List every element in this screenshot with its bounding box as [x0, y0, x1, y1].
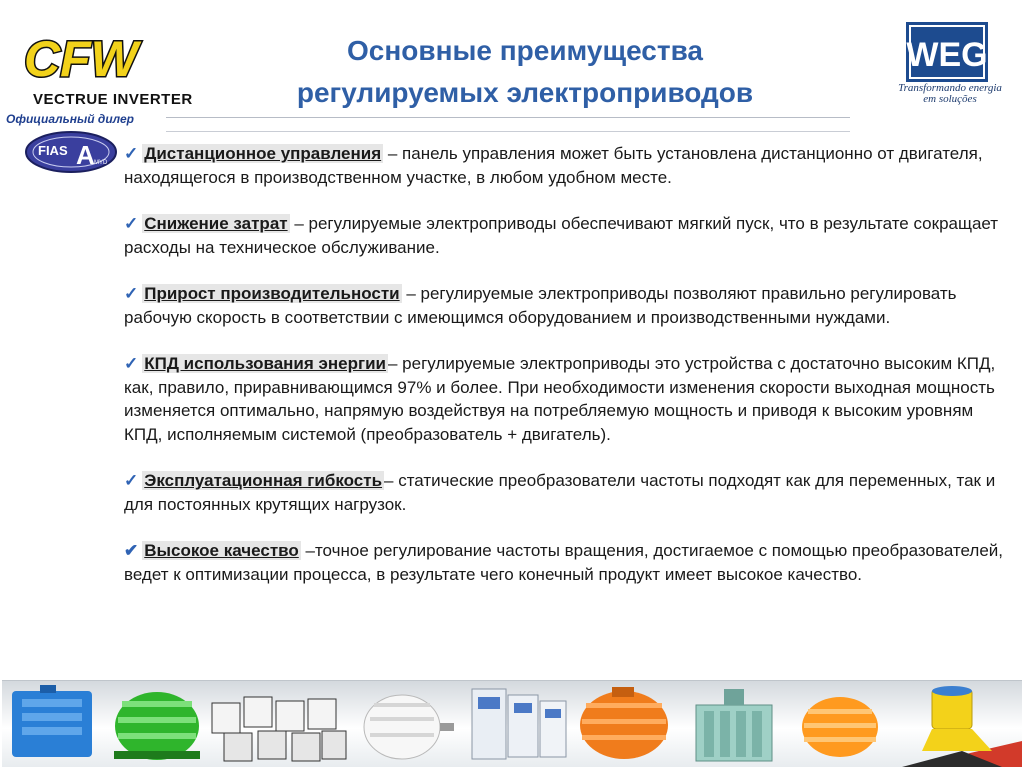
product-strip [2, 680, 1022, 767]
list-item [124, 212, 1004, 259]
title-line-1: Основные преимущества [346, 35, 703, 66]
weg-tagline [890, 83, 1010, 105]
dealer-label: Официальный дилер [6, 112, 134, 126]
item-text: – регулируемые электроприводы позволяют правильно регулировать рабочую скорость в соответствии с имеющимся оборудованием и производственными нуждами. [124, 284, 957, 327]
cfw-subtitle: VECTRUE INVERTER [33, 91, 193, 108]
title-line-2: регулируемых электроприводов [296, 77, 754, 108]
paint-bucket-image [902, 686, 1022, 767]
item-term: Высокое качество [144, 541, 299, 560]
check-icon: ✓ [124, 471, 139, 490]
blue-motor-image [12, 685, 92, 757]
page-title [230, 30, 820, 114]
cfw-logo [20, 32, 146, 84]
check-icon: ✓ [124, 354, 139, 373]
list-item [124, 282, 1004, 329]
list-item [124, 539, 1004, 586]
header-divider-bottom [166, 131, 850, 132]
white-motor-image [364, 695, 454, 759]
orange-motor-image [580, 687, 668, 759]
item-text: –точное регулирование частоты вращения, достигаемое с помощью преобразователей, ведет к оптимизации процесса, в результате чего конечный продукт имеет высокое качество. [124, 541, 1003, 584]
item-term: Эксплуатационная гибкость [144, 471, 383, 490]
contactors-image [212, 697, 346, 761]
check-icon: ✓ [124, 214, 139, 233]
product-strip-images [2, 681, 1022, 767]
list-item [124, 142, 1004, 189]
check-icon: ✓ [124, 284, 139, 303]
item-term: Снижение затрат [144, 214, 288, 233]
inverters-image [472, 689, 566, 759]
fias-logo-small: MYD [94, 160, 108, 166]
advantages-list [124, 142, 1004, 609]
header-divider-top [166, 117, 850, 118]
item-text: – регулируемые электроприводы обеспечивают мягкий пуск, что в результате сокращает расходы на техническое обслуживание. [124, 214, 999, 257]
fias-logo [24, 130, 118, 174]
item-text: – статические преобразователи частоты подходят как для переменных, так и для постоянных крутящих нагрузок. [124, 471, 996, 514]
green-motor-image [114, 692, 200, 760]
check-icon: ✔ [124, 541, 139, 560]
item-term: КПД использования энергии [144, 354, 386, 373]
weg-tagline-line-2: em soluções [923, 93, 977, 105]
fias-logo-text: FIAS [38, 143, 68, 158]
weg-logo [906, 22, 988, 82]
list-item [124, 469, 1004, 516]
transformer-image [696, 689, 772, 761]
item-text: – панель управления может быть установлена дистанционно от двигателя, находящегося в производственном участке, в любом удобном месте. [124, 144, 983, 187]
weg-tagline-line-1: Transformando energia [898, 82, 1002, 94]
item-term: Прирост производительности [144, 284, 400, 303]
item-text: – регулируемые электроприводы это устройства с достаточно высоким КПД, как, правило, приравнивающимся 97% и более. При необходимости изменения скорости выходная мощность изменяется оптимально, напрямую воздействуя на потребляемую мощность и приводя к высоким уровням КПД, исполняемым системой (преобразователь + двигатель). [124, 354, 996, 444]
weg-logo-text: WEG [906, 36, 988, 74]
list-item [124, 352, 1004, 446]
check-icon: ✓ [124, 144, 139, 163]
orange-motor-2-image [802, 697, 878, 757]
fias-logo-letter: A [76, 140, 95, 170]
cfw-logo-text: CFW [24, 32, 138, 84]
item-term: Дистанционное управления [144, 144, 382, 163]
